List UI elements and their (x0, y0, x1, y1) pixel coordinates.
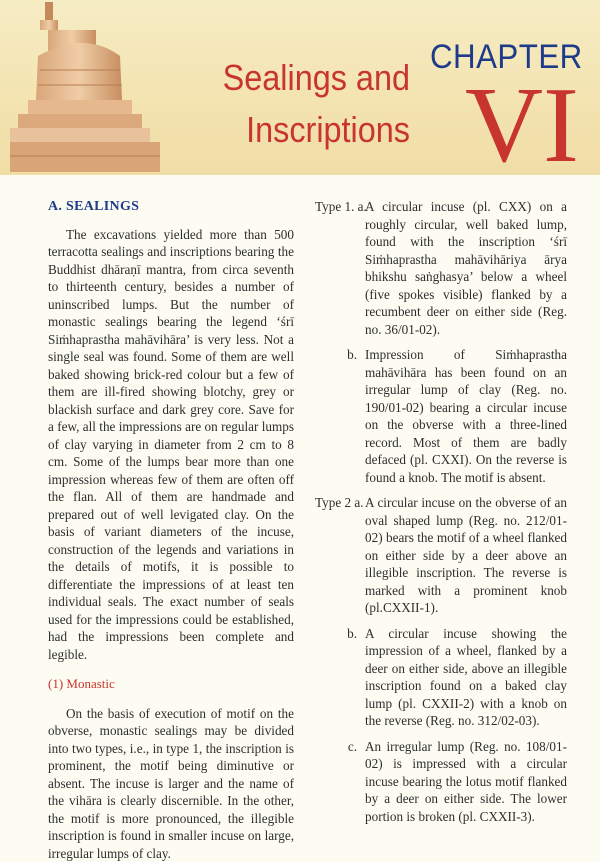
list-item (315, 198, 567, 338)
item-text: A circular incuse on the obverse of an oval shaped lump (Reg. no. 212/01-02) bears the motif of a wheel flanked on either side by a deer above an illegible inscription. The reverse is marked with a prominent knob (pl.CXXII-1). (365, 494, 567, 617)
chapter-number: VI (465, 72, 579, 180)
subsection-heading: (1) Monastic (48, 675, 294, 693)
monastic-paragraph: On the basis of execution of motif on the obverse, monastic sealings may be divided into two types, i.e., in type 1, the inscription is prominent, the motif being diminutive or absent. The incuse is larger and the name of the vihāra is clearly discernible. In the other, the motif is more pronounced, the illegible inscription is found in smaller incuse on large, irregular lumps of clay. (48, 705, 294, 862)
chapter-title-line-1: Sealings and (212, 52, 410, 104)
chapter-title-line-2: Inscriptions (212, 104, 410, 156)
sealings-paragraph: The excavations yielded more than 500 terracotta sealings and inscriptions bearing the Buddhist dhāraṇī mantra, from circa seventh to thirteenth century, besides a number of uninscribed lumps. But the number of monastic sealings bearing the legend ‘śrī Siṁhaprastha mahāvihāra’ is very less. Not a single seal was found. Some of them are well baked showing brick-red colour but a few of them are ill-fired showing blotchy, grey or blackish surface and dark grey core. Save for a few, all the impressions are on regular lumps of clay varying in diameter from 2 cm to 8 cm. Some of the lumps bear more than one impression whereas few of them are often off the flan. All of them are handmade and prepared out of well levigated clay. On the basis of variant diameters of the incuse, construction of the legends and variations in the details of motifs, it is possible to differentiate the impressions of at least ten individual seals. The exact number of seals used for the impressions could be established, had the impressions been complete and legible. (48, 226, 294, 664)
chapter-header-band (0, 0, 600, 175)
section-heading: A. SEALINGS (48, 198, 294, 216)
item-text: A circular incuse (pl. CXX) on a roughly circular, well baked lump, found with the inscription ‘śrī Siṁhaprastha mahāvihāriya ārya bhikshu saṅghasya’ below a wheel (five spokes visible) flanked by a recumbent deer on either side (Reg. no. 36/01-02). (365, 198, 567, 338)
right-column (315, 198, 567, 833)
item-label: b. (315, 625, 365, 730)
item-label: Type 1. a. (315, 198, 365, 338)
item-label: b. (315, 346, 365, 486)
stupa-illustration (10, 0, 160, 172)
item-label: Type 2 a. (315, 494, 365, 617)
item-text: An irregular lump (Reg. no. 108/01-02) is impressed with a circular incuse bearing the lotus motif flanked by a deer on either side. The lower portion is broken (pl. CXXII-3). (365, 738, 567, 826)
item-label: c. (315, 738, 365, 826)
item-text: A circular incuse showing the impression of a wheel, flanked by a deer on either side, above an illegible inscription found on a baked clay lump (pl. CXXII-2) with a knob on the reverse (Reg. no. 312/02-03). (365, 625, 567, 730)
list-item (315, 625, 567, 730)
item-text: Impression of Siṁhaprastha mahāvihāra has been found on an irregular lump of clay (Reg. no. 190/01-02) bearing a circular incuse on the obverse with a three-lined record. Most of them are badly defaced (pl. CXXI). On the reverse is found a knob. The motif is absent. (365, 346, 567, 486)
chapter-title (212, 52, 410, 156)
list-item (315, 346, 567, 486)
list-item (315, 738, 567, 826)
chapter-label: CHAPTER (430, 38, 583, 77)
left-column (48, 198, 294, 862)
list-item (315, 494, 567, 617)
